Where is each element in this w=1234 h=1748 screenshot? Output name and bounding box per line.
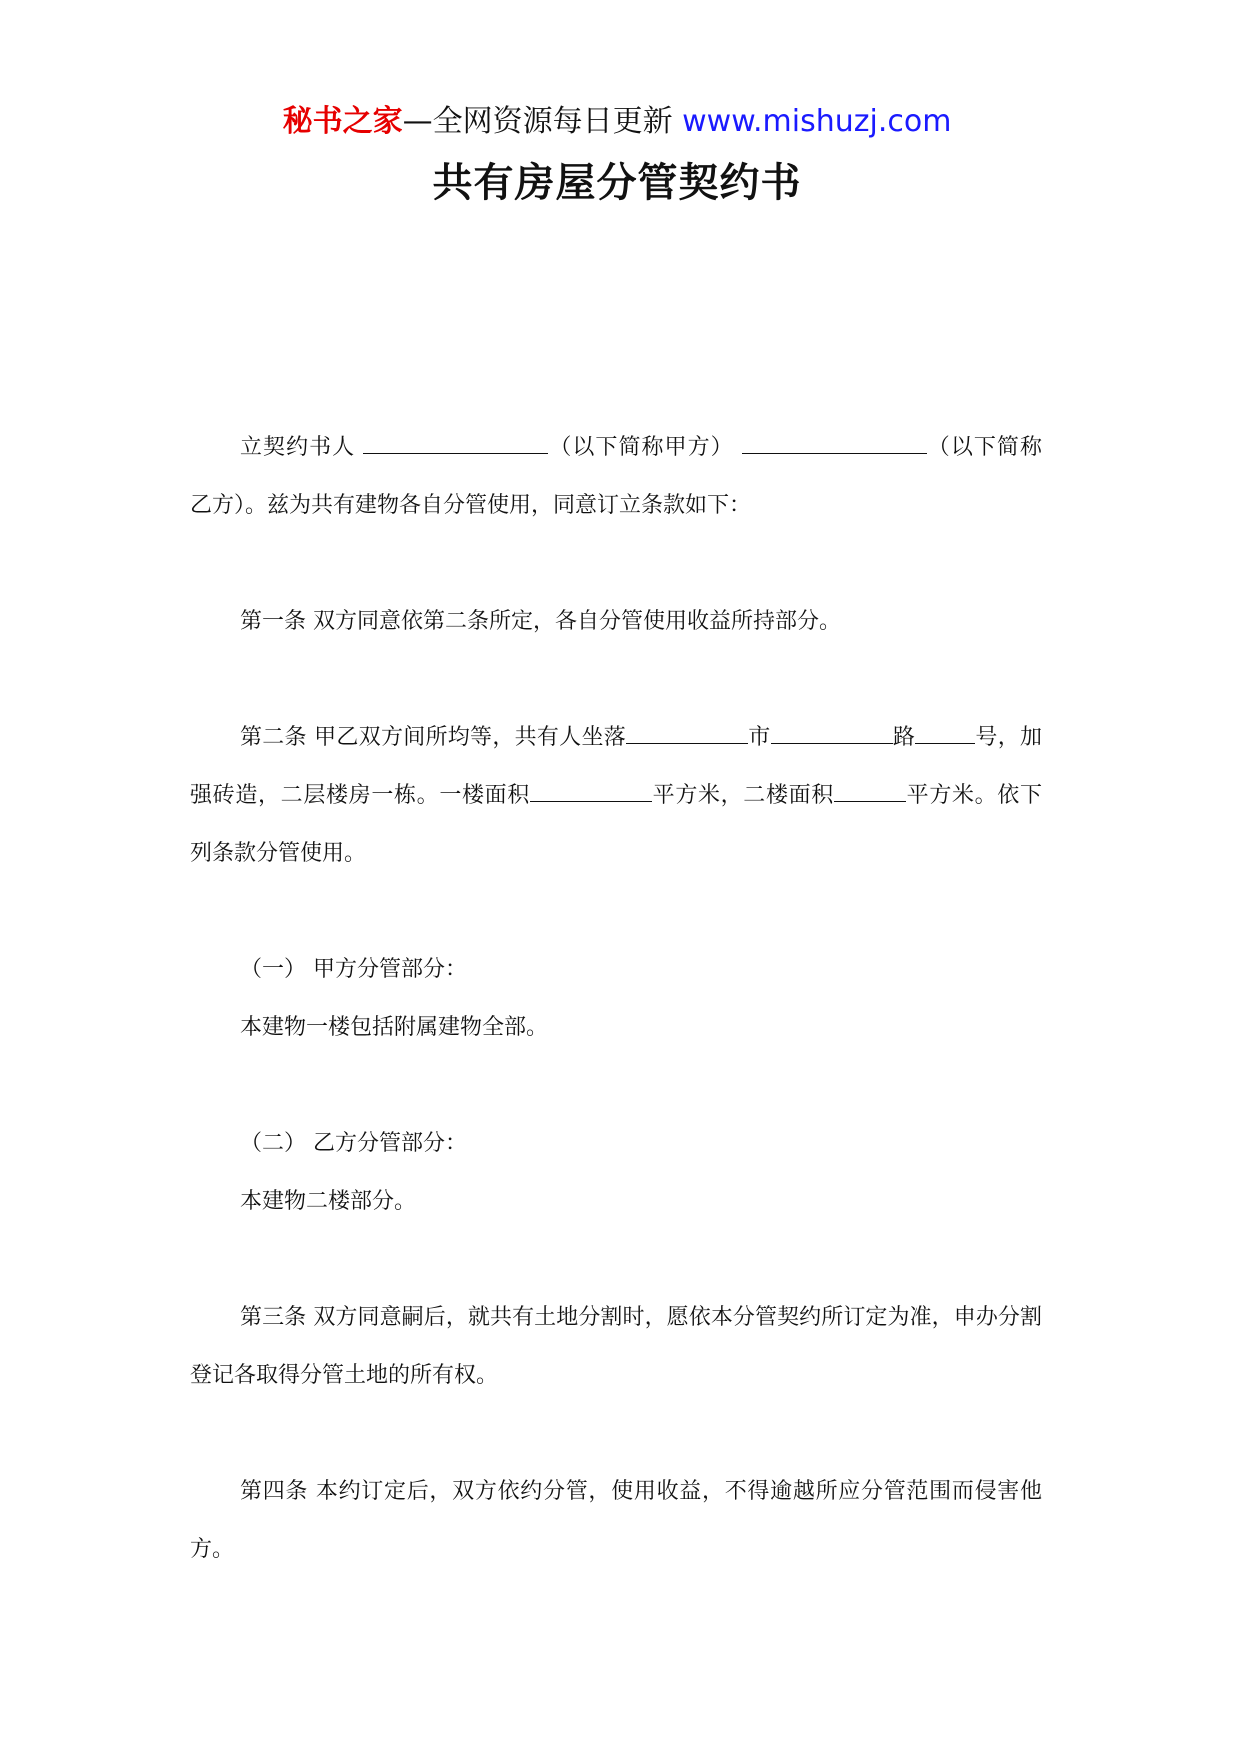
- article-text: 市: [748, 725, 771, 750]
- number-blank: [915, 721, 975, 744]
- spacer: [190, 1405, 1042, 1463]
- party-a-blank: [363, 431, 548, 454]
- brand-name: 秘书之家: [282, 104, 403, 139]
- site-url: www.mishuzj.com: [682, 104, 952, 139]
- document-body: [190, 419, 1042, 1579]
- preamble-text: （以下简称乙方）。兹为共有建物各自分管使用，同意订立条款如下：: [190, 435, 1042, 518]
- document-title: 共有房屋分管契约书: [432, 160, 802, 206]
- section-1-heading: （一） 甲方分管部分：: [240, 957, 467, 982]
- first-floor-area-blank: [530, 779, 652, 802]
- article-text: 平方米，二楼面积: [651, 783, 834, 808]
- preamble-text: 立契约书人: [240, 435, 356, 460]
- article-3: 第三条 双方同意嗣后，就共有土地分割时，愿依本分管契约所订定为准，申办分割登记各取得分管土地的所有权。: [190, 1305, 1042, 1388]
- article-text: 号，加强砖造，二层楼房一栋。一楼面积: [190, 725, 1042, 808]
- section-2-body: 本建物二楼部分。: [240, 1189, 417, 1214]
- site-header: [0, 102, 1234, 142]
- spacer: [190, 1057, 1042, 1115]
- article-2: [190, 709, 1042, 883]
- spacer: [190, 535, 1042, 593]
- road-blank: [771, 721, 893, 744]
- party-b-blank: [742, 431, 927, 454]
- spacer: [190, 651, 1042, 709]
- preamble-paragraph: [190, 419, 1042, 535]
- article-text: 路: [892, 725, 916, 750]
- article-text: 平方米。依下列条款分管使用。: [190, 783, 1042, 866]
- article-1: 第一条 双方同意依第二条所定，各自分管使用收益所持部分。: [240, 609, 841, 634]
- section-2-heading: （二） 乙方分管部分：: [240, 1131, 467, 1156]
- spacer: [190, 1231, 1042, 1289]
- second-floor-area-blank: [834, 779, 906, 802]
- preamble-text: （以下简称甲方）: [548, 435, 734, 460]
- spacer: [190, 883, 1042, 941]
- article-4: 第四条 本约订定后，双方依约分管，使用收益，不得逾越所应分管范围而侵害他方。: [190, 1479, 1042, 1562]
- header-slogan: —全网资源每日更新: [402, 104, 673, 139]
- article-text: 第二条 甲乙双方间所均等，共有人坐落: [240, 725, 627, 750]
- city-blank: [626, 721, 748, 744]
- section-1-body: 本建物一楼包括附属建物全部。: [240, 1015, 549, 1040]
